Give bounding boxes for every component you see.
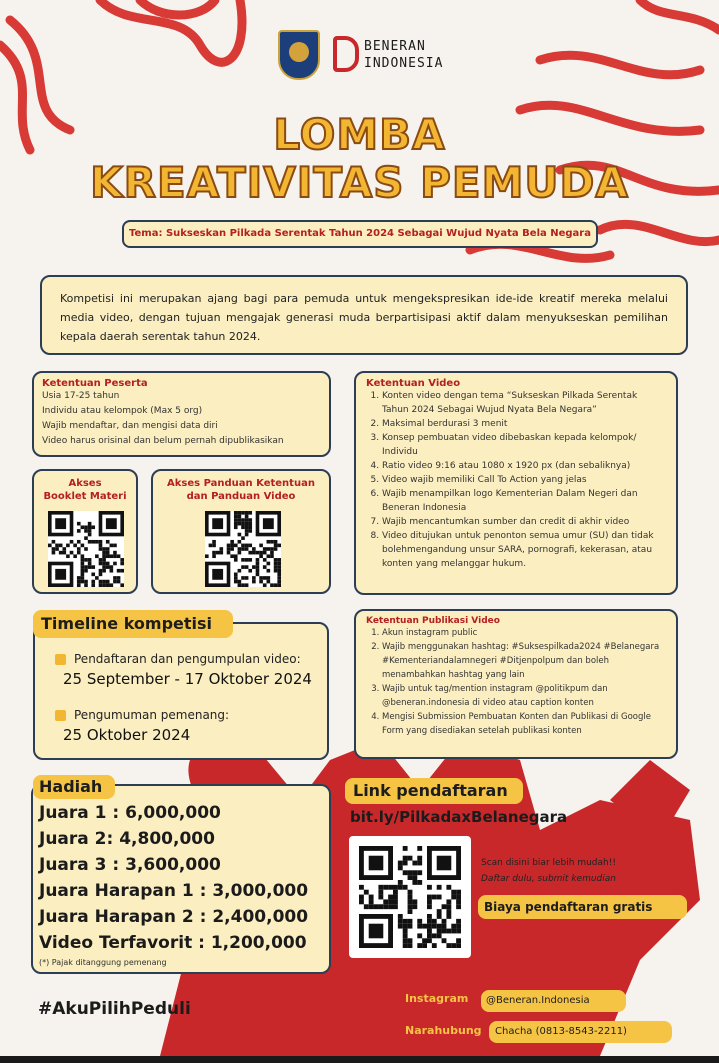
brand-line-1: BENERAN <box>364 39 426 54</box>
guide-title <box>153 477 329 503</box>
theme-banner: Tema: Sukseskan Pilkada Serentak Tahun 2024 Sebagai Wujud Nyata Bela Negara <box>122 220 598 248</box>
contact-person-label: Narahubung <box>405 1024 482 1037</box>
contact-person[interactable]: Chacha (0813-8543-2211) <box>489 1021 672 1043</box>
intro-box <box>40 275 688 355</box>
publication-rules-box <box>354 609 678 759</box>
video-rule-item: 5. Video wajib memiliki Call To Action yang jelas <box>382 473 666 487</box>
video-rule-item: 2. Maksimal berdurasi 3 menit <box>382 417 666 431</box>
registration-heading: Link pendaftaran <box>345 778 523 804</box>
participant-rules-list <box>42 389 321 449</box>
video-rules-box <box>354 371 678 595</box>
video-rule-item: 1. Konten video dengan tema “Sukseskan Pilkada Serentak Tahun 2024 Sebagai Wujud Nyata Bela Negara” <box>382 389 666 417</box>
booklet-qr-code[interactable] <box>48 511 124 587</box>
publication-rule-item: 3. Wajib untuk tag/mention instagram @politikpum dan @beneran.indonesia di video atau caption konten <box>382 682 666 710</box>
booklet-box <box>32 469 138 594</box>
register-hint: Daftar dulu, submit kemudian <box>481 874 616 884</box>
instagram-label: Instagram <box>405 992 469 1005</box>
publication-rules-list <box>366 626 666 738</box>
scan-hint: Scan disini biar lebih mudah!! <box>481 858 616 868</box>
emblem-icon <box>289 42 309 62</box>
bullet-icon <box>55 710 66 721</box>
video-rule-item: 6. Wajib menampilkan logo Kementerian Dalam Negeri dan Beneran Indonesia <box>382 487 666 515</box>
bullet-icon <box>55 654 66 665</box>
participant-rule-item: Individu atau kelompok (Max 5 org) <box>42 406 203 416</box>
video-rules-title: Ketentuan Video <box>366 378 461 389</box>
publication-rules-title: Ketentuan Publikasi Video <box>366 616 500 626</box>
intro-text: Kompetisi ini merupakan ajang bagi para pemuda untuk mengekspresikan ide-ide kreatif mereka melalui media video, dengan tujuan mengajak generasi muda berpartisipasi aktif dalam menyukseskan pemilihan kepala daerah serentak tahun 2024. <box>60 292 668 343</box>
instagram-handle[interactable]: @Beneran.Indonesia <box>481 990 626 1012</box>
timeline-item-2-date: 25 Oktober 2024 <box>63 726 191 744</box>
guide-title-line-2: dan Panduan Video <box>186 491 296 502</box>
video-rule-item: 8. Video ditujukan untuk penonton semua umur (SU) dan tidak bolehmengandung unsur SARA, pornografi, kekerasan, atau konten yang melanggar hukum. <box>382 529 666 571</box>
video-rules-list <box>366 389 666 571</box>
brand-logo-text <box>364 38 443 72</box>
timeline-heading: Timeline kompetisi <box>33 610 233 638</box>
free-registration-badge: Biaya pendaftaran gratis <box>478 895 687 919</box>
booklet-title-line-1: Akses <box>68 478 102 489</box>
prize-list <box>39 800 323 956</box>
beneran-indonesia-logo-mark <box>333 36 359 72</box>
registration-link[interactable]: bit.ly/PilkadaxBelanegara <box>350 808 568 826</box>
brand-line-2: INDONESIA <box>364 56 444 71</box>
prize-item: Juara 3 : 3,600,000 <box>39 855 221 875</box>
title-line-1: LOMBA <box>273 110 446 159</box>
prize-heading: Hadiah <box>33 775 115 799</box>
timeline-box <box>33 622 329 760</box>
publication-rule-item: 1. Akun instagram public <box>382 626 666 640</box>
hashtag: #AkuPilihPeduli <box>38 999 191 1019</box>
booklet-title <box>34 477 136 503</box>
prize-item: Video Terfavorit : 1,200,000 <box>39 933 307 953</box>
prize-item: Juara 1 : 6,000,000 <box>39 803 221 823</box>
booklet-title-line-2: Booklet Materi <box>43 491 127 502</box>
participant-rule-item: Video harus orisinal dan belum pernah dipublikasikan <box>42 436 284 446</box>
guide-box <box>151 469 331 594</box>
video-rule-item: 7. Wajib mencantumkan sumber dan credit di akhir video <box>382 515 666 529</box>
prize-item: Juara 2: 4,800,000 <box>39 829 215 849</box>
publication-rule-item: 2. Wajib menggunakan hashtag: #Suksespilkada2024 #Belanegara #Kementeriandalamnegeri #Ditjenpolpum dan boleh menambahkan hashtag yang lain <box>382 640 666 682</box>
participant-rules-title: Ketentuan Peserta <box>42 378 148 389</box>
prize-item: Juara Harapan 2 : 2,400,000 <box>39 907 309 927</box>
registration-qr-code[interactable] <box>349 836 471 958</box>
video-rule-item: 4. Ratio video 9:16 atau 1080 x 1920 px (dan sebaliknya) <box>382 459 666 473</box>
prize-item: Juara Harapan 1 : 3,000,000 <box>39 881 309 901</box>
title-line-2: KREATIVITAS PEMUDA <box>90 158 629 207</box>
timeline-item-1-date: 25 September - 17 Oktober 2024 <box>63 670 312 688</box>
participant-rules-box <box>32 371 331 457</box>
participant-rule-item: Usia 17-25 tahun <box>42 391 120 401</box>
timeline-item-2-label: Pengumuman pemenang: <box>55 708 229 722</box>
timeline-item-1-label: Pendaftaran dan pengumpulan video: <box>55 652 301 666</box>
guide-title-line-1: Akses Panduan Ketentuan <box>167 478 315 489</box>
kemendagri-logo <box>278 30 320 80</box>
guide-qr-code[interactable] <box>205 511 281 587</box>
prize-note: (*) Pajak ditanggung pemenang <box>39 958 167 967</box>
participant-rule-item: Wajib mendaftar, dan mengisi data diri <box>42 421 218 431</box>
prize-box <box>31 784 331 974</box>
video-rule-item: 3. Konsep pembuatan video dibebaskan kepada kelompok/ Individu <box>382 431 666 459</box>
publication-rule-item: 4. Mengisi Submission Pembuatan Konten dan Publikasi di Google Form yang disediakan setelah publikasi konten <box>382 710 666 738</box>
